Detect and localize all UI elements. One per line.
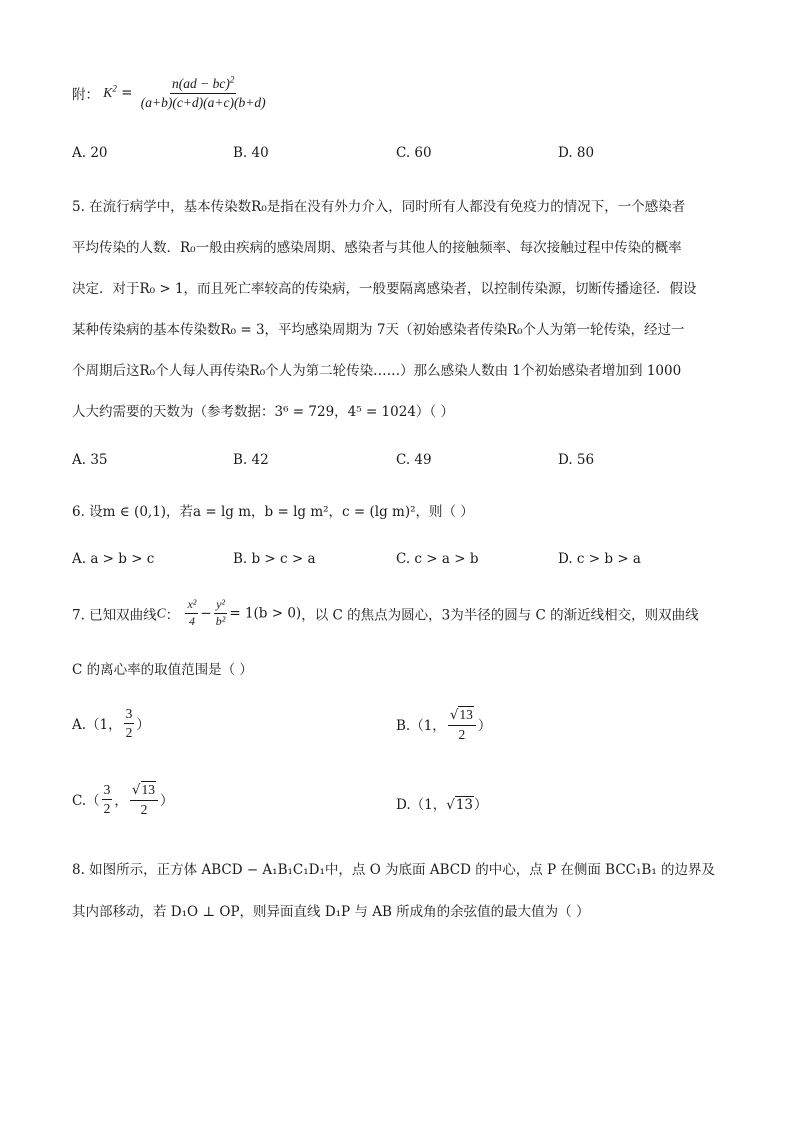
q4-option-d[interactable]: D. 80 [558, 145, 595, 161]
formula-fraction [139, 76, 268, 110]
q7-opt-a-frac: $\frac{3}{2}$ [125, 706, 133, 740]
q7-opt-c-frac2: $\frac{√13}{2}$ [130, 781, 158, 817]
q6-option-d[interactable]: D. c > b > a [558, 551, 641, 567]
q5-line-1: 5. 在流行病学中，基本传染数R₀是指在没有外力介入，同时所有人都没有免疫力的情况下，一个感染者 [72, 199, 686, 215]
q7-stem-line-1 [72, 598, 699, 629]
q7-opt-b-frac: $\frac{√13}{2}$ [448, 706, 476, 742]
q7-eq-rest: = 1(b > 0) [229, 605, 302, 622]
appendix-label: 附： [72, 87, 99, 104]
q6-stem: 6. 设m ∈ (0,1)，若a = lg m，b = lg m²，c = (lg m)²，则（ ） [72, 504, 474, 520]
q7-prefix: 7. 已知双曲线 [72, 607, 157, 624]
q5-option-b[interactable]: B. 42 [233, 452, 269, 468]
q5-option-c[interactable]: C. 49 [396, 452, 432, 468]
appendix-formula [72, 76, 270, 110]
q6-option-b[interactable]: B. b > c > a [233, 551, 316, 567]
q6-option-c[interactable]: C. c > a > b [396, 551, 479, 567]
formula-denominator: (a+b)(c+d)(a+c)(b+d) [140, 94, 266, 110]
q7-minus: − [200, 605, 212, 622]
q7-opt-c-frac1: $\frac{3}{2}$ [103, 782, 111, 816]
q7-frac-x: $\frac{\text{x²}}{4}$ [187, 597, 197, 628]
q7-option-c[interactable]: C.（ $\frac{3}{2}$ ， $\frac{√13}{2}$ ） [72, 782, 174, 817]
q4-option-a[interactable]: A. 20 [72, 145, 108, 161]
q4-option-b[interactable]: B. 40 [233, 145, 269, 161]
q7-option-b[interactable]: B.（1， $\frac{√13}{2}$ ） [396, 707, 492, 742]
q7-option-d[interactable]: D.（1，√13） [396, 797, 488, 813]
q8-line-2: 其内部移动，若 D₁O ⊥ OP，则异面直线 D₁P 与 AB 所成角的余弦值的最大值为（ ） [72, 904, 590, 920]
q7-option-a[interactable]: A.（1， $\frac{3}{2}$ ） [72, 706, 150, 740]
q6-option-a[interactable]: A. a > b > c [72, 551, 155, 567]
q5-line-4: 某种传染病的基本传染数R₀ = 3，平均感染周期为 7天（初始感染者传染R₀个人为第一轮传染，经过一 [72, 322, 685, 338]
q7-colon: ： [165, 607, 180, 624]
q5-option-d[interactable]: D. 56 [558, 452, 595, 468]
formula-eq: = [121, 85, 133, 102]
q5-option-a[interactable]: A. 35 [72, 452, 108, 468]
formula-k: $K^2$ [103, 83, 117, 101]
q7-stem-line-2: C 的离心率的取值范围是（ ） [72, 662, 253, 678]
q5-line-5: 个周期后这R₀个人每人再传染R₀个人为第二轮传染……）那么感染人数由 1个初始感染者增加到 1000 [72, 363, 682, 379]
q7-frac-y: $\frac{\text{y²}}{\text{b²}}$ [215, 597, 226, 628]
q4-option-c[interactable]: C. 60 [396, 145, 432, 161]
formula-numerator: n(ad − bc)$^2$ [170, 76, 236, 94]
q8-line-1: 8. 如图所示，正方体 ABCD − A₁B₁C₁D₁中，点 O 为底面 ABCD 的中心，点 P 在侧面 BCC₁B₁ 的边界及 [72, 862, 716, 878]
q5-line-3: 决定．对于R₀ > 1，而且死亡率较高的传染病，一般要隔离感染者，以控制传染源，切断传播途径．假设 [72, 281, 697, 297]
q5-line-6: 人大约需要的天数为（参考数据：3⁶ = 729，4⁵ = 1024）（ ） [72, 404, 454, 420]
q7-curve-name: C [156, 605, 166, 621]
q5-line-2: 平均传染的人数．R₀一般由疾病的感染周期、感染者与其他人的接触频率、每次接触过程中传染的概率 [72, 240, 682, 256]
q7-line-1-rest: ，以 C 的焦点为圆心，3为半径的圆与 C 的渐近线相交，则双曲线 [301, 607, 699, 624]
